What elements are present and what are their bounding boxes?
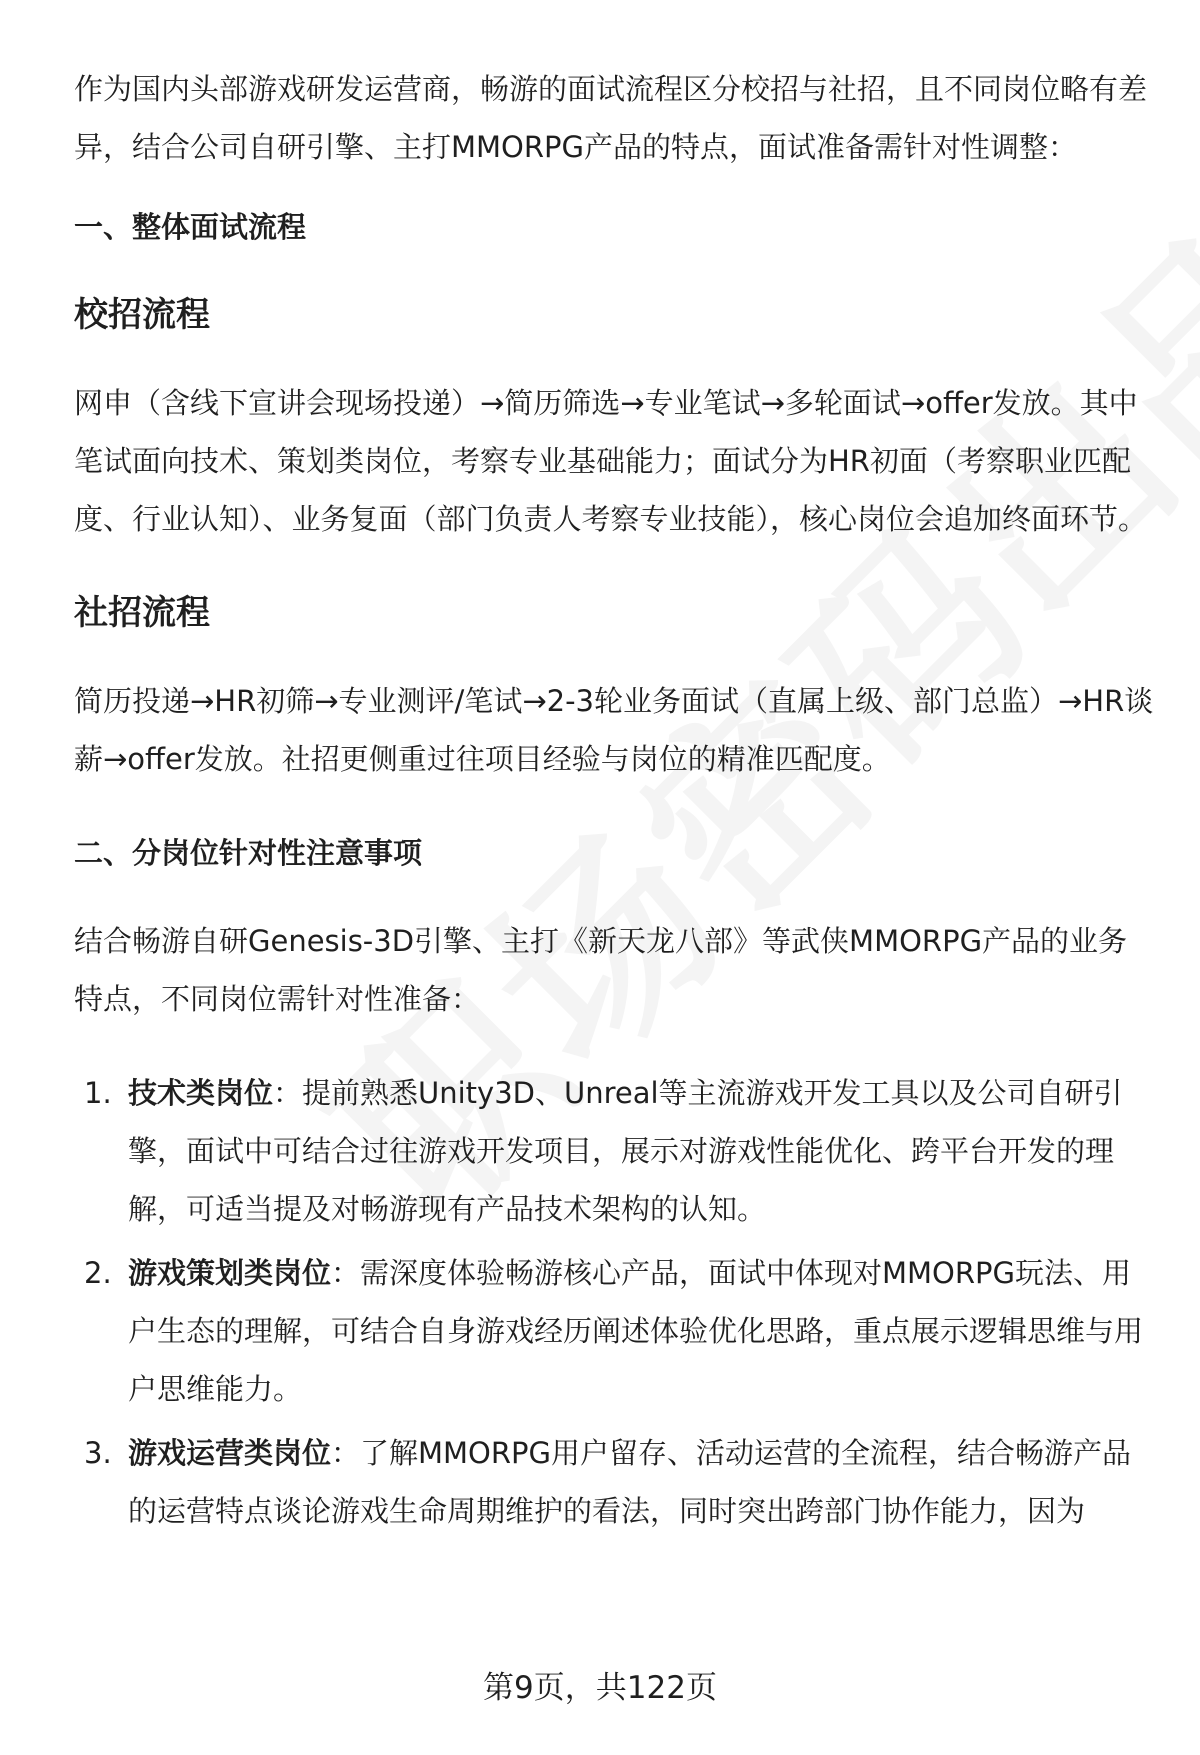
list-item [74, 1424, 1154, 1540]
subheading-social: 社招流程 [74, 593, 210, 633]
intro-paragraph: 作为国内头部游戏研发运营商，畅游的面试流程区分校招与社招，且不同岗位略有差异，结合公司自研引擎、主打MMORPG产品的特点，面试准备需针对性调整： [74, 72, 1148, 164]
subheading-campus: 校招流程 [74, 295, 210, 335]
campus-paragraph: 网申（含线下宣讲会现场投递）→简历筛选→专业笔试→多轮面试→offer发放。其中笔试面向技术、策划类岗位，考察专业基础能力；面试分为HR初面（考察职业匹配度、行业认知）、业务复面（部门负责人考察专业技能），核心岗位会追加终面环节。 [74, 386, 1148, 536]
list-item [74, 1064, 1154, 1238]
list-term: 游戏运营类岗位 [128, 1436, 332, 1470]
position-list [74, 1064, 1154, 1540]
section-heading-2: 二、分岗位针对性注意事项 [74, 836, 423, 870]
list-number: 1. [84, 1076, 112, 1110]
section-heading-1: 一、整体面试流程 [74, 210, 307, 244]
list-number: 3. [84, 1436, 112, 1470]
list-desc: ：了解MMORPG用户留存、活动运营的全流程，结合畅游产品的运营特点谈论游戏生命周期维护的看法，同时突出跨部门协作能力，因为 [128, 1436, 1131, 1528]
page-footer: 第9页，共122页 [483, 1670, 717, 1706]
list-desc: ：需深度体验畅游核心产品，面试中体现对MMORPG玩法、用户生态的理解，可结合自身游戏经历阐述体验优化思路，重点展示逻辑思维与用户思维能力。 [128, 1256, 1144, 1406]
list-term: 技术类岗位 [128, 1076, 274, 1110]
list-item [74, 1244, 1154, 1418]
list-term: 游戏策划类岗位 [128, 1256, 332, 1290]
social-paragraph: 简历投递→HR初筛→专业测评/笔试→2-3轮业务面试（直属上级、部门总监）→HR谈薪→offer发放。社招更侧重过往项目经验与岗位的精准匹配度。 [74, 684, 1154, 776]
list-number: 2. [84, 1256, 112, 1290]
list-desc: ：提前熟悉Unity3D、Unreal等主流游戏开发工具以及公司自研引擎，面试中可结合过往游戏开发项目，展示对游戏性能优化、跨平台开发的理解，可适当提及对畅游现有产品技术架构的认知。 [128, 1076, 1123, 1226]
section2-paragraph: 结合畅游自研Genesis-3D引擎、主打《新天龙八部》等武侠MMORPG产品的业务特点，不同岗位需针对性准备： [74, 924, 1128, 1016]
document-content [74, 60, 1154, 1546]
